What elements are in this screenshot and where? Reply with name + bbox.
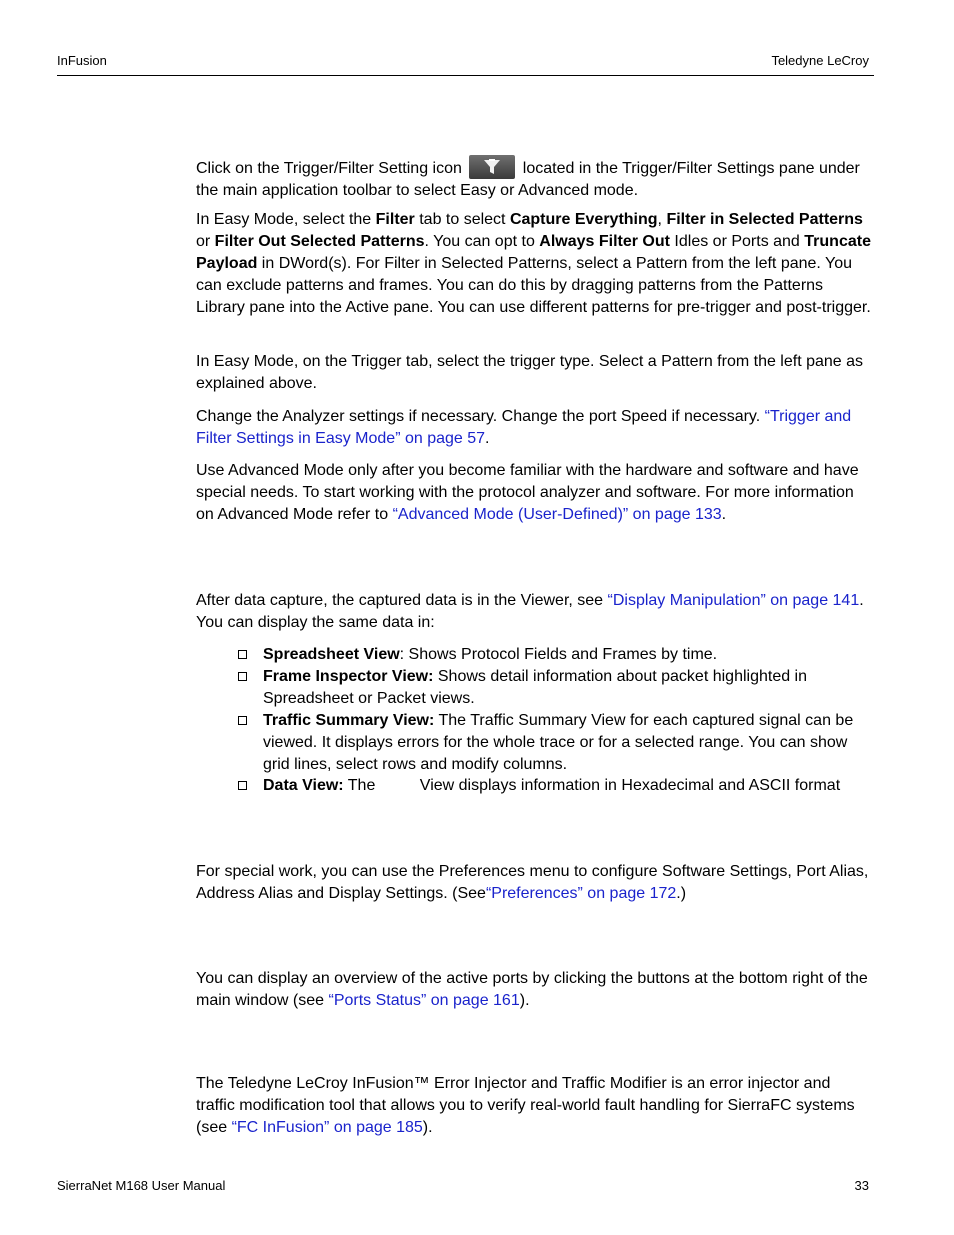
paragraph-easy-mode-trigger: In Easy Mode, on the Trigger tab, select the trigger type. Select a Pattern from the left pane as explained above. <box>196 353 864 392</box>
link-preferences[interactable]: “Preferences” on page 172 <box>485 885 677 902</box>
link-fc-infusion[interactable]: “FC InFusion” on page 185 <box>231 1119 423 1136</box>
link-ports-status[interactable]: “Ports Status” on page 161 <box>328 992 520 1009</box>
paragraph-analyzer-settings: Change the Analyzer settings if necessary. Change the port Speed if necessary. “Trigger and Filter Settings in Easy Mode” on page 57. <box>196 408 852 447</box>
checkbox-bullet-icon <box>238 650 247 659</box>
running-header-left: InFusion <box>57 53 107 68</box>
footer-manual-title: SierraNet M168 User Manual <box>57 1178 226 1193</box>
link-display-manipulation[interactable]: “Display Manipulation” on page 141 <box>607 592 860 609</box>
link-trigger-filter-easy-mode[interactable]: “Trigger and Filter Settings in Easy Mode” on page 57 <box>196 408 852 447</box>
paragraph-trigger-filter-icon: Click on the Trigger/Filter Setting icon located in the Trigger/Filter Settings pane under the main application toolbar to select Easy or Advanced mode. <box>196 155 872 202</box>
paragraph-preferences: For special work, you can use the Preferences menu to configure Software Settings, Port Alias, Address Alias and Display Settings. (See“Preferences” on page 172.) <box>196 863 869 902</box>
paragraph-easy-mode-filter: In Easy Mode, select the Filter tab to select Capture Everything, Filter in Selected Patterns or Filter Out Selected Patterns. You can opt to Always Filter Out Idles or Ports and Truncate Payload in DWord(s). For Filter in Selected Patterns, select a Pattern from the left pane. You can exclude patterns and frames. You can do this by dragging patterns from the Patterns Library pane into the Active pane. You can use different patterns for pre-trigger and post-trigger. <box>196 211 871 316</box>
checkbox-bullet-icon <box>238 716 247 725</box>
paragraph-data-capture: After data capture, the captured data is in the Viewer, see “Display Manipulation” on page 141. You can display the same data in: <box>196 592 864 631</box>
checkbox-bullet-icon <box>238 781 247 790</box>
checkbox-bullet-icon <box>238 672 247 681</box>
paragraph-ports-status: You can display an overview of the active ports by clicking the buttons at the bottom right of the main window (see “Ports Status” on page 161). <box>196 970 868 1009</box>
running-header-right: Teledyne LeCroy <box>771 53 869 68</box>
link-advanced-mode[interactable]: “Advanced Mode (User-Defined)” on page 133 <box>392 506 722 523</box>
paragraph-advanced-mode: Use Advanced Mode only after you become familiar with the hardware and software and have special needs. To start working with the protocol analyzer and software. For more information on Advanced Mode refer to “Advanced Mode (User-Defined)” on page 133. <box>196 462 859 523</box>
footer-page-number: 33 <box>854 1178 869 1193</box>
paragraph-infusion: The Teledyne LeCroy InFusion™ Error Injector and Traffic Modifier is an error injector and traffic modification tool that allows you to verify real-world fault handling for SierraFC systems (see “FC InFusion” on page 185). <box>196 1075 855 1136</box>
header-rule <box>57 75 874 76</box>
trigger-filter-setting-icon[interactable] <box>469 155 515 179</box>
